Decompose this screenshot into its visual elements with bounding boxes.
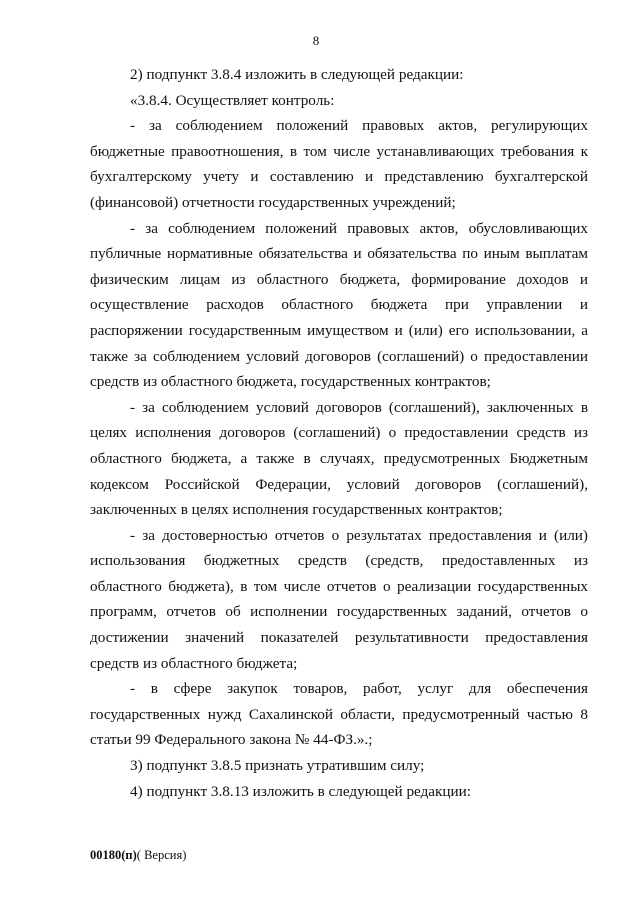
page-number: 8 — [312, 33, 320, 48]
paragraph-4: - за соблюдением положений правовых актов, обусловливающих публичные нормативные обязательства и обязательства по иным выплатам физическим лицам из областного бюджета, формирование доходов и осуществление расходов областного бюджета при управлении и распоряжении государственным имуществом и (или) его использовании, а также за соблюдением условий договоров (соглашений) о предоставлении средств из областного бюджета, государственных контрактов; — [90, 219, 588, 391]
paragraph-2: «3.8.4. Осуществляет контроль: — [130, 91, 335, 109]
document-code: 00180(п) — [90, 848, 137, 862]
document-body — [90, 62, 588, 804]
document-footer — [90, 848, 186, 863]
paragraph-6: - за достоверностью отчетов о результатах предоставления и (или) использования бюджетных средств (средств, предоставленных из областного бюджета), в том числе отчетов о реализации государственных программ, отчетов об исполнении государственных заданий, отчетов о достижении значений показателей результативности предоставления средств из областного бюджета; — [90, 526, 588, 672]
paragraph-9: 4) подпункт 3.8.13 изложить в следующей редакции: — [130, 782, 472, 800]
paragraph-3: - за соблюдением положений правовых актов, регулирующих бюджетные правоотношения, в том числе устанавливающих требования к бухгалтерскому учету и составлению и представлению бухгалтерской (финансовой) отчетности государственных учреждений; — [90, 117, 588, 211]
paragraph-5: - за соблюдением условий договоров (соглашений), заключенных в целях исполнения договоров (соглашений) о предоставлении средств из областного бюджета, а также в случаях, предусмотренных Бюджетным кодексом Российской Федерации, условий договоров (соглашений), заключенных в целях исполнения государственных контрактов; — [90, 398, 588, 519]
paragraph-7: - в сфере закупок товаров, работ, услуг для обеспечения государственных нужд Сахалинской области, предусмотренный частью 8 статьи 99 Федерального закона № 44-ФЗ.».; — [90, 680, 588, 749]
document-version: ( Версия) — [136, 848, 187, 862]
paragraph-1: 2) подпункт 3.8.4 изложить в следующей редакции: — [130, 66, 464, 83]
paragraph-8: 3) подпункт 3.8.5 признать утратившим силу; — [130, 757, 425, 775]
